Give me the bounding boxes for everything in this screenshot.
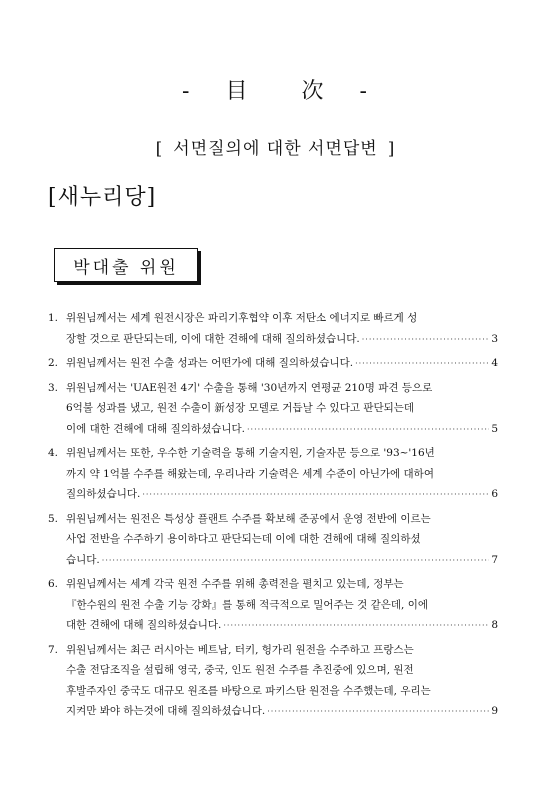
- toc-item-number: 2.: [48, 357, 59, 369]
- toc-item-line: 질의하셨습니다.: [66, 488, 141, 500]
- toc-item-4[interactable]: [48, 443, 498, 506]
- leader-dots: [142, 485, 489, 506]
- toc-item-line: 위원님께서는 세계 각국 원전 수주를 위해 총력전을 펼치고 있는데, 정부는: [66, 578, 404, 590]
- toc-item-number: 5.: [48, 512, 59, 525]
- toc-list: [48, 308, 498, 726]
- toc-page-number: 9: [491, 705, 498, 717]
- toc-item-6[interactable]: [48, 574, 498, 637]
- toc-item-number: 1.: [48, 312, 59, 324]
- toc-item-line: 『한수원의 원전 수출 기능 강화』를 통해 적극적으로 밀어주는 것 같은데, 이에: [66, 598, 429, 611]
- title-char-1: 目: [225, 79, 250, 104]
- toc-item-number: 4.: [48, 447, 59, 459]
- toc-item-line: 위원님께서는 또한, 우수한 기술력을 통해 기술지원, 기술자문 등으로 '93~'16년: [66, 447, 435, 459]
- toc-page-number: 3: [491, 332, 498, 345]
- toc-item-line: 위원님께서는 원전은 특성상 플랜트 수주를 확보해 준공에서 운영 전반에 이르는: [66, 512, 431, 525]
- toc-page-number: 8: [491, 619, 498, 631]
- toc-item-number: 7.: [48, 643, 59, 656]
- title-char-2: 次: [301, 79, 326, 104]
- leader-dots: [247, 420, 489, 441]
- toc-item-number: 6.: [48, 578, 59, 590]
- toc-item-5[interactable]: [48, 509, 498, 572]
- toc-item-line: 후발주자인 중국도 대규모 원조를 바탕으로 파키스탄 원전을 수주했는데, 우리는: [66, 684, 431, 697]
- toc-item-line: 위원님께서는 최근 러시아는 베트남, 터키, 헝가리 원전을 수주하고 프랑스는: [66, 643, 414, 656]
- toc-item-1[interactable]: [48, 308, 498, 350]
- party-heading: [새누리당]: [48, 185, 157, 210]
- subtitle-bracket-left: [: [155, 139, 164, 159]
- title-dash-right: -: [359, 79, 369, 104]
- toc-item-line: 지켜만 봐야 하는것에 대해 질의하셨습니다.: [66, 705, 266, 717]
- toc-item-7[interactable]: [48, 640, 498, 723]
- subtitle-bracket-right: ]: [387, 139, 396, 159]
- toc-item-line: 대한 견해에 대해 질의하셨습니다.: [66, 619, 222, 631]
- toc-item-line: 이에 대한 견해에 대해 질의하셨습니다.: [66, 422, 245, 435]
- leader-dots: [355, 354, 489, 375]
- toc-item-line: 장할 것으로 판단되는데, 이에 대한 견해에 대해 질의하셨습니다.: [66, 332, 360, 345]
- toc-item-line: 수출 전담조직을 설립해 영국, 중국, 인도 원전 수주를 추진중에 있으며, 원전: [66, 664, 414, 676]
- toc-page-number: 4: [491, 357, 498, 369]
- toc-page-number: 7: [491, 553, 498, 566]
- toc-item-line: 까지 약 1억불 수주를 해왔는데, 우리나라 기술력은 세계 수준이 아닌가에 대하여: [66, 467, 434, 480]
- toc-item-line: 습니다.: [66, 553, 100, 566]
- toc-item-number: 3.: [48, 381, 59, 394]
- subtitle-text: 서면질의에 대한 서면답변: [173, 139, 378, 159]
- leader-dots: [223, 616, 489, 637]
- toc-page-number: 6: [491, 488, 498, 500]
- toc-title: [0, 74, 551, 105]
- member-name-box: 박대출 위원: [54, 248, 198, 282]
- leader-dots: [267, 702, 489, 723]
- toc-item-2[interactable]: [48, 353, 498, 375]
- leader-dots: [102, 551, 490, 572]
- leader-dots: [362, 330, 490, 351]
- toc-item-3[interactable]: [48, 378, 498, 441]
- toc-item-line: 위원님께서는 세계 원전시장은 파리기후협약 이후 저탄소 에너지로 빠르게 성: [66, 312, 418, 324]
- toc-item-line: 6억불 성과를 냈고, 원전 수출이 新성장 모델로 거듭날 수 있다고 판단되는데: [66, 402, 415, 414]
- toc-item-line: 사업 전반을 수주하기 용이하다고 판단되는데 이에 대한 견해에 대해 질의하셨: [66, 533, 421, 545]
- title-dash-left: -: [182, 79, 192, 104]
- section-subtitle: [0, 134, 551, 159]
- toc-page-number: 5: [491, 422, 498, 435]
- toc-item-line: 위원님께서는 'UAE원전 4기' 수출을 통해 '30년까지 연평균 210명 파견 등으로: [66, 381, 433, 394]
- toc-item-line: 위원님께서는 원전 수출 성과는 어떤가에 대해 질의하셨습니다.: [66, 357, 354, 369]
